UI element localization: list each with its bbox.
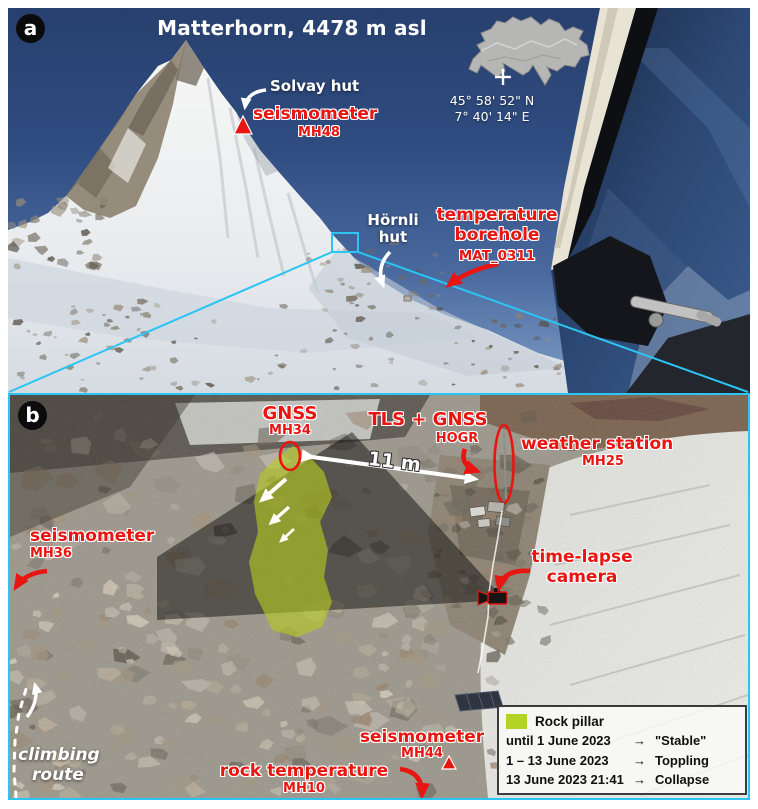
legend-arrow: → [633, 772, 646, 787]
legend-state: Toppling [655, 752, 709, 768]
distance-label: 11 m [366, 447, 423, 477]
solvay-hut-label: Solvay hut [270, 77, 360, 95]
seismometer-mh36-code: MH36 [30, 546, 72, 561]
panel-b-photo [8, 393, 750, 800]
weather-station-code: MH25 [582, 454, 624, 469]
seismometer-mh44-label: seismometer [359, 727, 485, 747]
legend-title: Rock pillar [535, 713, 605, 729]
panel-a-badge: a [16, 14, 45, 43]
panel-a-scene [8, 8, 750, 393]
rock-temperature-code: MH10 [283, 781, 325, 796]
legend-state: Collapse [655, 772, 710, 787]
seismometer-mh48-code: MH48 [298, 125, 340, 140]
seismometer-mh44-code: MH44 [401, 746, 443, 761]
gnss-label: GNSS [262, 403, 318, 424]
legend-period: 1 – 13 June 2023 [506, 752, 609, 768]
seismometer-mh36-label: seismometer [30, 526, 155, 546]
legend-arrow: → [633, 752, 646, 768]
seismometer-mh48-label: seismometer [253, 104, 378, 124]
panel-a-title: Matterhorn, 4478 m asl [157, 16, 427, 40]
rock-temperature-label: rock temperature [219, 761, 389, 781]
inset-coordinates: 45° 58' 52" N 7° 40' 14" E [449, 93, 535, 124]
hornli-hut-label: Hörnli hut [367, 211, 419, 247]
legend-period: 13 June 2023 21:41 [506, 772, 624, 787]
gnss-code: MH34 [269, 423, 311, 438]
weather-station-label: weather station [521, 434, 674, 454]
tls-gnss-code: HOGR [435, 431, 479, 446]
solar-panel-icon [455, 691, 503, 711]
borehole-code: MAT_0311 [458, 248, 536, 264]
panel-a-photo [8, 8, 750, 393]
panel-b-scene [10, 395, 748, 798]
legend-arrow: → [633, 733, 646, 748]
climbing-route-label: climbing route [18, 745, 100, 786]
legend-state: "Stable" [655, 733, 707, 748]
panel-b-badge: b [18, 401, 47, 430]
legend-period: until 1 June 2023 [506, 733, 611, 748]
borehole-label: temperature borehole [436, 205, 558, 246]
tls-gnss-label: TLS + GNSS [368, 409, 488, 430]
hornli-hut-building [404, 296, 411, 301]
camera-label: time-lapse camera [531, 547, 633, 587]
